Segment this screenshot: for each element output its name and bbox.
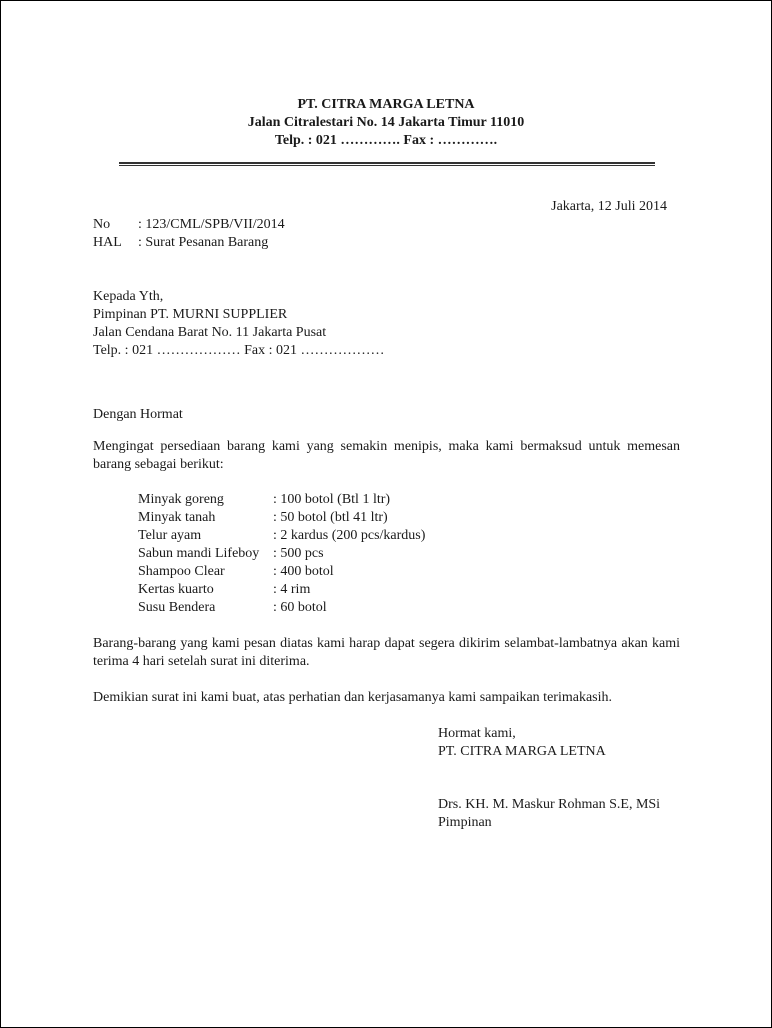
signature-regards: Hormat kami,: [438, 726, 516, 741]
item-name: Minyak tanah: [138, 510, 216, 525]
recipient-block: [93, 288, 384, 360]
list-item: [138, 563, 425, 581]
item-qty: : 2 kardus (200 pcs/kardus): [273, 528, 426, 543]
item-name: Susu Bendera: [138, 600, 216, 615]
list-item: [138, 491, 425, 509]
letterhead: [1, 96, 771, 150]
meta-value: : Surat Pesanan Barang: [138, 235, 269, 250]
company-contact: Telp. : 021 …………. Fax : ………….: [274, 133, 498, 148]
signature-footer: [438, 796, 660, 832]
meta-label: HAL: [93, 235, 122, 250]
meta-number: [93, 216, 285, 234]
list-item: [138, 581, 425, 599]
order-items: [138, 491, 425, 617]
request-paragraph: Barang-barang yang kami pesan diatas kami harap dapat segera dikirim selambat-lambatnya akan kami terima 4 hari setelah surat ini diterima.: [93, 636, 680, 669]
letterhead-rule: [119, 162, 655, 166]
signatory-title: Pimpinan: [438, 815, 492, 830]
signature-company: PT. CITRA MARGA LETNA: [438, 744, 606, 759]
recipient-contact: Telp. : 021 ……………… Fax : 021 ………………: [93, 343, 385, 358]
letter-meta: [93, 216, 285, 252]
item-qty: : 400 botol: [273, 564, 334, 579]
intro-paragraph: Mengingat persediaan barang kami yang semakin menipis, maka kami bermaksud untuk memesan barang sebagai berikut:: [93, 439, 680, 472]
list-item: [138, 527, 425, 545]
company-name: PT. CITRA MARGA LETNA: [297, 97, 475, 112]
item-qty: : 100 botol (Btl 1 ltr): [273, 492, 391, 507]
meta-value: : 123/CML/SPB/VII/2014: [138, 217, 285, 232]
item-qty: : 60 botol: [273, 600, 327, 615]
item-name: Kertas kuarto: [138, 582, 214, 597]
meta-subject: [93, 234, 285, 252]
item-name: Shampoo Clear: [138, 564, 225, 579]
recipient-address: Jalan Cendana Barat No. 11 Jakarta Pusat: [93, 325, 327, 340]
list-item: [138, 545, 425, 563]
list-item: [138, 599, 425, 617]
closing-paragraph: Demikian surat ini kami buat, atas perhatian dan kerjasamanya kami sampaikan terimakasih.: [93, 690, 612, 705]
item-name: Minyak goreng: [138, 492, 224, 507]
item-qty: : 50 botol (btl 41 ltr): [273, 510, 388, 525]
list-item: [138, 509, 425, 527]
company-address: Jalan Citralestari No. 14 Jakarta Timur 11010: [247, 115, 525, 130]
item-qty: : 500 pcs: [273, 546, 324, 561]
letter-date: Jakarta, 12 Juli 2014: [551, 199, 667, 214]
item-qty: : 4 rim: [273, 582, 311, 597]
item-name: Sabun mandi Lifeboy: [138, 546, 260, 561]
item-name: Telur ayam: [138, 528, 202, 543]
meta-label: No: [93, 217, 111, 232]
signature-header: [438, 725, 606, 761]
signatory-name: Drs. KH. M. Maskur Rohman S.E, MSi: [438, 797, 661, 812]
recipient-salutation: Kepada Yth,: [93, 289, 164, 304]
recipient-name: Pimpinan PT. MURNI SUPPLIER: [93, 307, 288, 322]
greeting: Dengan Hormat: [93, 407, 183, 422]
